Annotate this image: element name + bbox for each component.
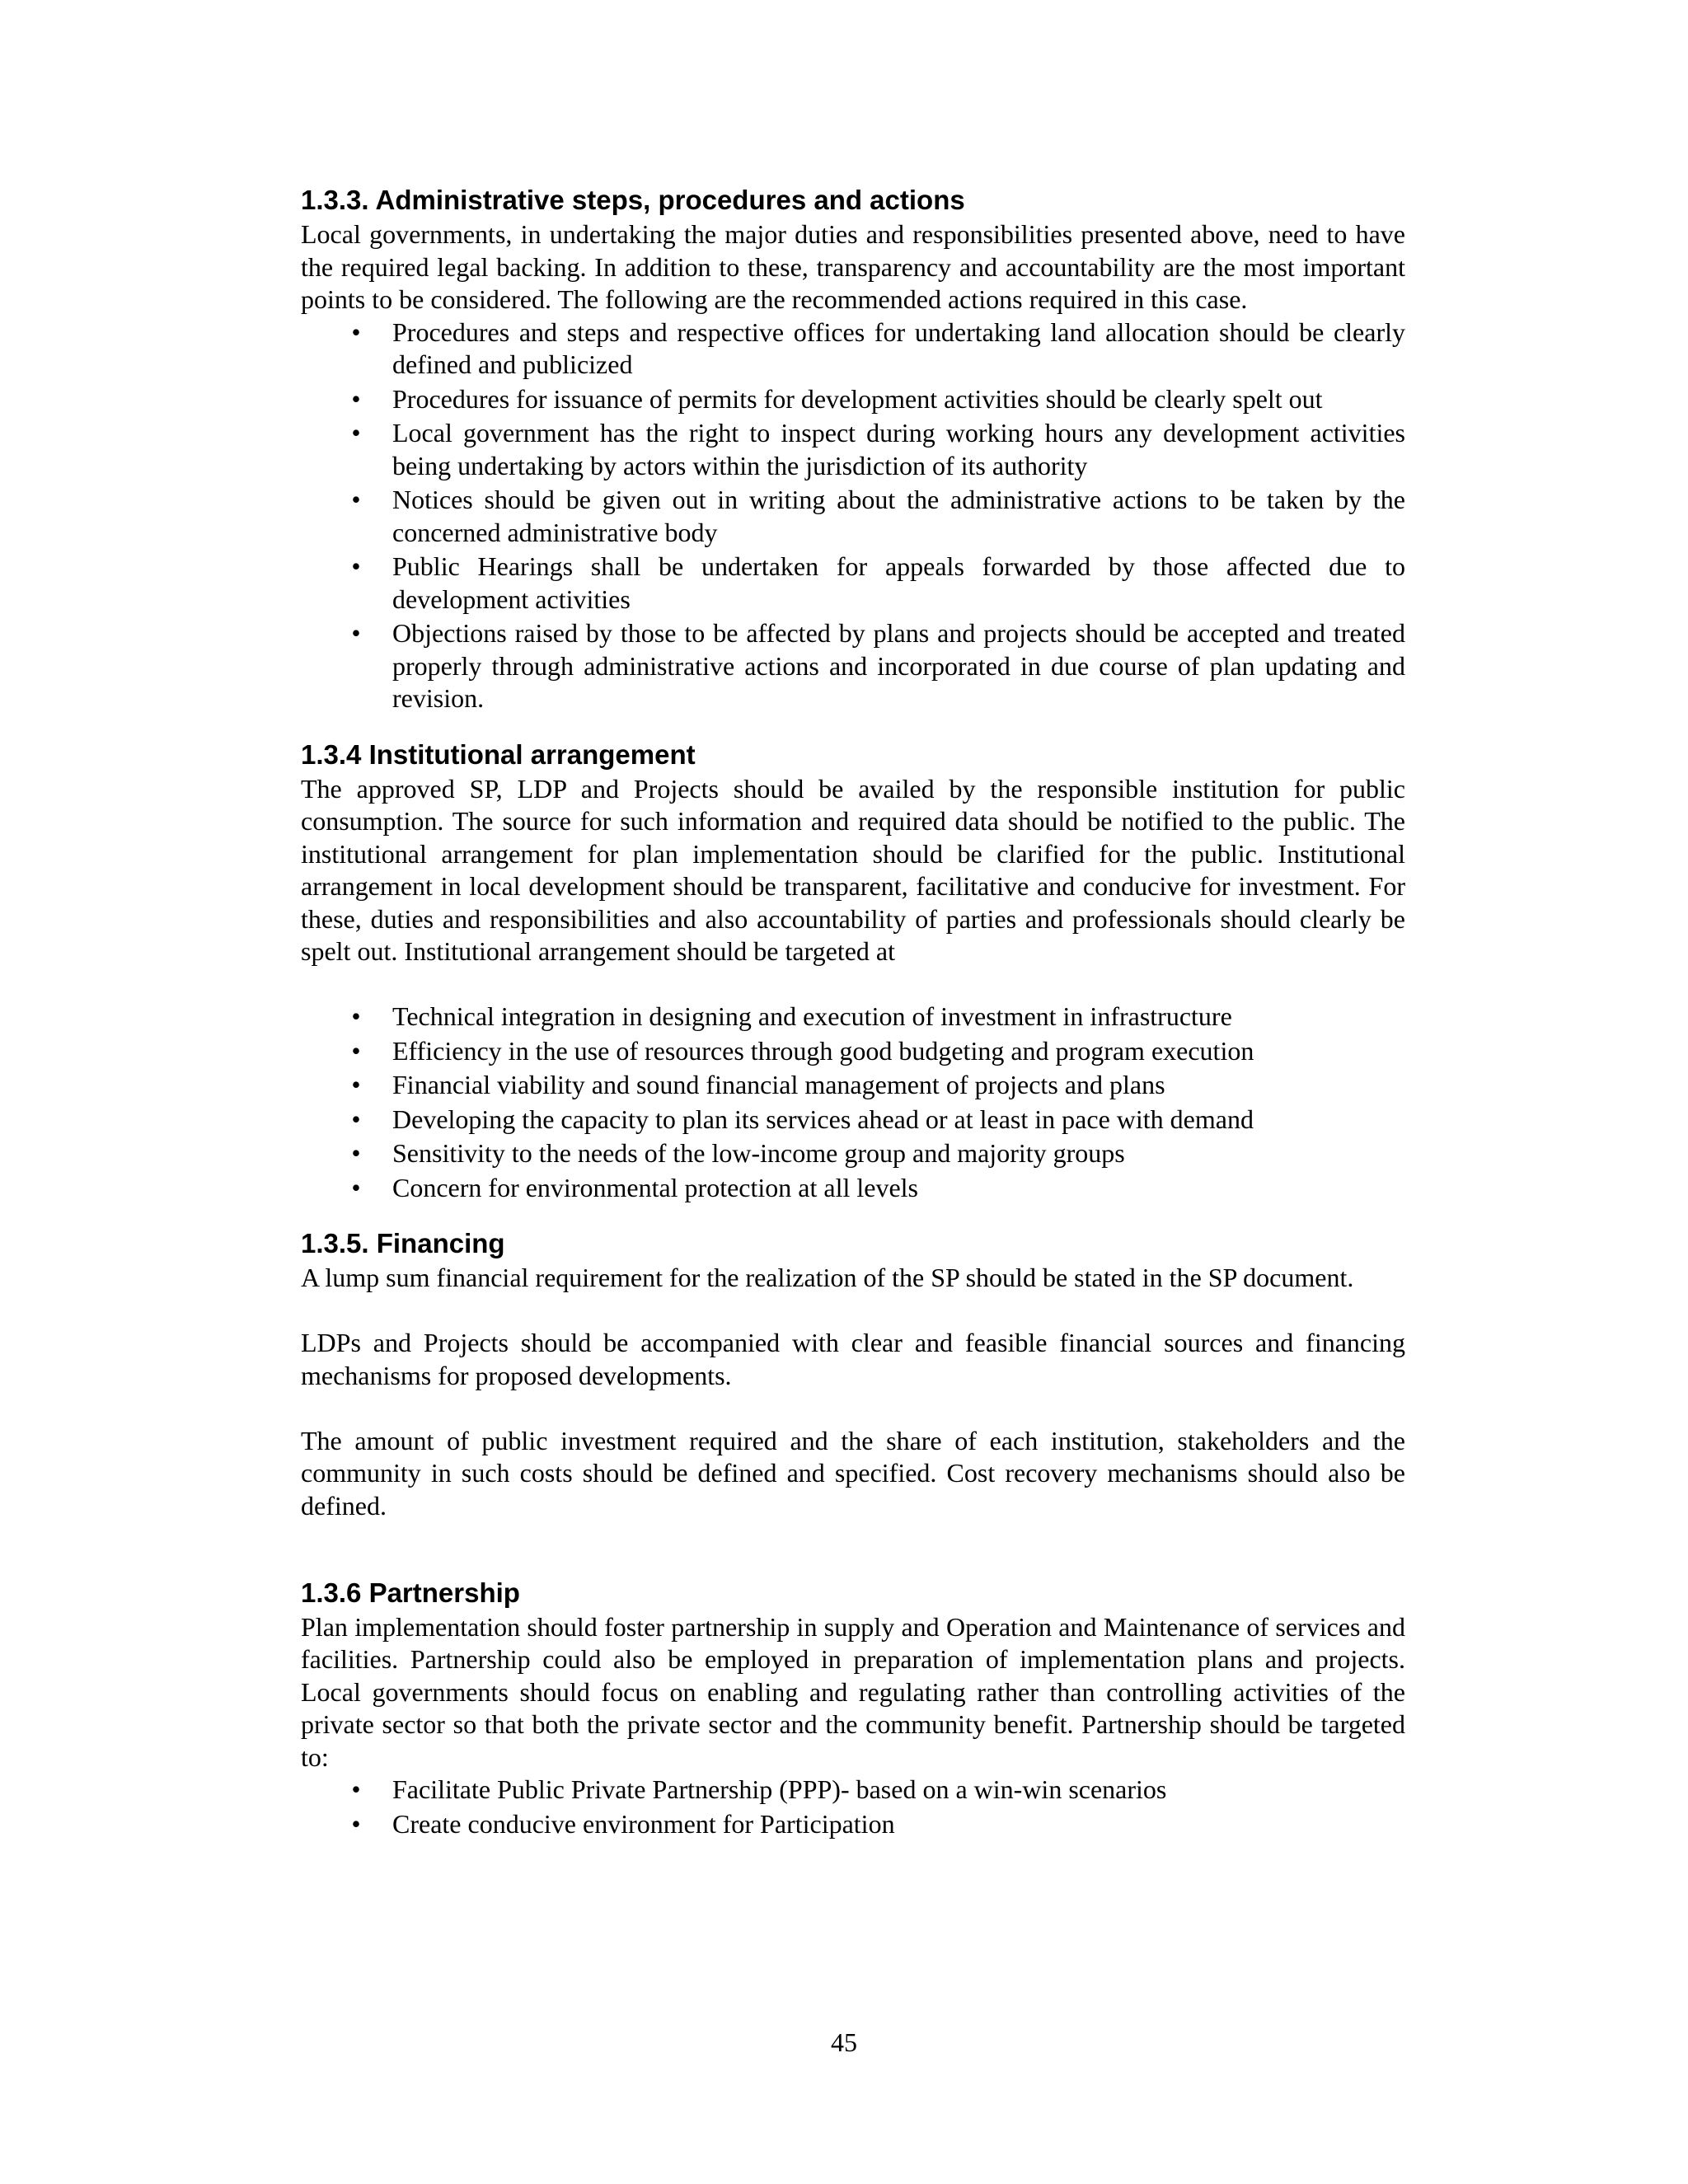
bullet-icon: • <box>351 618 361 648</box>
list-item: • Concern for environmental protection at all levels <box>301 1172 1405 1205</box>
spacer <box>301 1392 1405 1425</box>
list-item: • Developing the capacity to plan its services ahead or at least in pace with demand <box>301 1104 1405 1137</box>
bullet-icon: • <box>351 1104 361 1134</box>
section-1-3-3-intro: Local governments, in undertaking the major duties and responsibilities presented above, need to have the required legal backing. In addition to these, transparency and accountability are the most important points to be considered. The following are the recommended actions required in this case. <box>301 219 1405 314</box>
list-item: • Sensitivity to the needs of the low-income group and majority groups <box>301 1137 1405 1170</box>
section-1-3-4-intro: The approved SP, LDP and Projects should be availed by the responsible institution for public consumption. The source for such information and required data should be notified to the public. The institutional arrangement for plan implementation should be clarified for the public. Institutional arrangement in local development should be transparent, facilitative and conducive for investment. For these, duties and responsibilities and also accountability of parties and professionals should clearly be spelt out. Institutional arrangement should be targeted at <box>301 773 1405 966</box>
list-item: • Objections raised by those to be affected by plans and projects should be accepted and treated properly through administrative actions and incorporated in due course of plan updating and revision. <box>301 617 1405 715</box>
spacer <box>301 1555 1405 1577</box>
list-item: • Efficiency in the use of resources through good budgeting and program execution <box>301 1035 1405 1068</box>
page-number: 45 <box>831 2027 857 2057</box>
bullet-icon: • <box>351 1138 361 1168</box>
section-1-3-6-intro: Plan implementation should foster partnership in supply and Operation and Maintenance of services and facilities. Partnership could also be employed in preparation of implementation plans and projects. Local governments should focus on enabling and regulating rather than controlling activities of the private sector so that both the private sector and the community benefit. Partnership should be targeted to: <box>301 1611 1405 1772</box>
bullet-icon: • <box>351 316 361 347</box>
list-item: • Local government has the right to inspect during working hours any development activities being undertaking by actors within the jurisdiction of its authority <box>301 417 1405 482</box>
bullet-icon: • <box>351 1774 361 1804</box>
bullet-icon: • <box>351 551 361 581</box>
bullet-icon: • <box>351 1035 361 1066</box>
list-item: • Financial viability and sound financial management of projects and plans <box>301 1069 1405 1102</box>
bullet-icon: • <box>351 1070 361 1099</box>
section-heading-1-3-3: 1.3.3. Administrative steps, procedures and actions <box>301 185 965 215</box>
section-1-3-5-paragraph: A lump sum financial requirement for the realization of the SP should be stated in the SP document. <box>301 1263 1354 1292</box>
list-item: • Create conducive environment for Participation <box>301 1808 1405 1841</box>
list-item: • Notices should be given out in writing about the administrative actions to be taken by the concerned administrative body <box>301 484 1405 549</box>
bullet-icon: • <box>351 418 361 448</box>
section-1-3-5-paragraph: LDPs and Projects should be accompanied with clear and feasible financial sources and financing mechanisms for proposed developments. <box>301 1328 1405 1390</box>
spacer <box>301 717 1405 738</box>
spacer <box>301 1522 1405 1555</box>
bullet-icon: • <box>351 1808 361 1839</box>
section-1-3-3-bullet-list <box>301 316 1405 715</box>
spacer <box>301 1295 1405 1328</box>
section-1-3-4-bullet-list <box>301 1001 1405 1204</box>
section-1-3-5-paragraph: The amount of public investment required and the share of each institution, stakeholders and the community in such costs should be defined and specified. Cost recovery mechanisms should also be defined. <box>301 1425 1405 1521</box>
list-item: • Technical integration in designing and execution of investment in infrastructure <box>301 1001 1405 1033</box>
spacer <box>301 1206 1405 1227</box>
bullet-icon: • <box>351 1001 361 1031</box>
section-1-3-6-bullet-list <box>301 1774 1405 1840</box>
bullet-icon: • <box>351 1172 361 1202</box>
list-item: • Facilitate Public Private Partnership (PPP)- based on a win-win scenarios <box>301 1774 1405 1807</box>
section-heading-1-3-6: 1.3.6 Partnership <box>301 1577 520 1608</box>
list-item: • Procedures for issuance of permits for development activities should be clearly spelt out <box>301 383 1405 416</box>
bullet-icon: • <box>351 485 361 514</box>
section-heading-1-3-4: 1.3.4 Institutional arrangement <box>301 738 696 770</box>
bullet-icon: • <box>351 383 361 414</box>
spacer <box>301 968 1405 1001</box>
document-page <box>301 184 1405 1842</box>
section-heading-1-3-5: 1.3.5. Financing <box>301 1228 505 1258</box>
list-item: • Procedures and steps and respective offices for undertaking land allocation should be clearly defined and publicized <box>301 316 1405 382</box>
list-item: • Public Hearings shall be undertaken for appeals forwarded by those affected due to development activities <box>301 551 1405 616</box>
